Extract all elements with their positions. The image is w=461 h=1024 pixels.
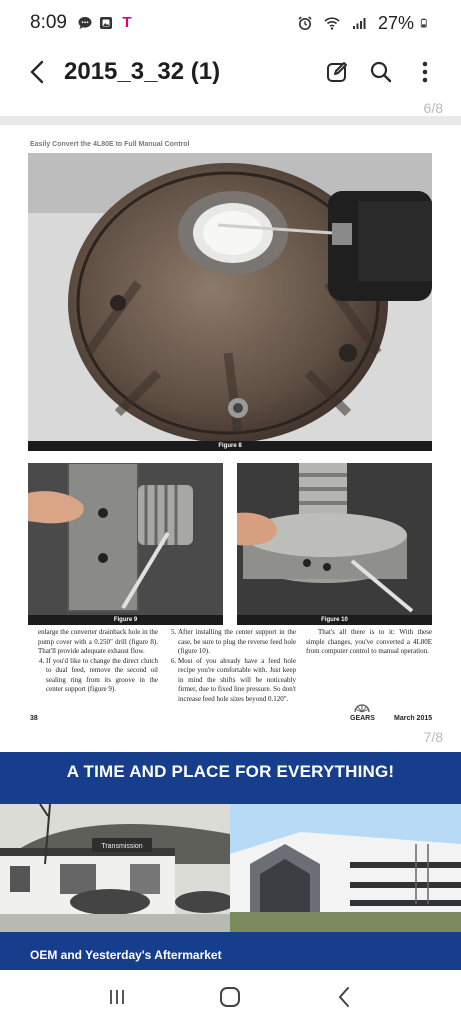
battery-icon [420, 15, 430, 31]
toolbar-actions [323, 58, 439, 86]
gears-logo-icon [354, 703, 370, 713]
back-arrow-icon [28, 60, 46, 84]
list-item-5: 5. After installing the center support in the case, be sure to plug the reverse feed hole (figure 10). [178, 628, 296, 657]
message-bubble-icon [77, 15, 93, 31]
col1-list [34, 657, 158, 695]
alarm-icon [297, 15, 313, 31]
edit-icon [325, 60, 349, 84]
magazine-issue: March 2015 [394, 715, 433, 722]
text-column-2 [168, 628, 296, 704]
back-button[interactable] [22, 52, 52, 92]
page-gap [0, 729, 461, 752]
ad-tagline: OEM and Yesterday's Aftermarket [30, 948, 222, 962]
ad-headline: A TIME AND PLACE FOR EVERYTHING! [66, 762, 395, 781]
navigation-bar [0, 970, 461, 1024]
figure-8-caption: Figure 8 [28, 441, 432, 451]
article-header: Easily Convert the 4L80E to Full Manual Control [30, 141, 190, 148]
gallery-icon [98, 15, 114, 31]
figure-9-photo [28, 463, 223, 625]
wifi-icon [324, 15, 340, 31]
modern-warehouse-photo [230, 804, 461, 932]
magazine-name: GEARS [350, 715, 375, 722]
vintage-storefront-photo [0, 804, 230, 932]
vintage-storefront-image [0, 804, 230, 932]
figure-10-photo [237, 463, 432, 625]
page-indicator-bottom: 7/8 [423, 729, 443, 745]
more-vert-icon [421, 60, 429, 84]
center-support-image [28, 463, 223, 615]
ad-page [0, 752, 461, 970]
pdf-page-38 [0, 125, 461, 735]
pdf-viewer[interactable] [0, 98, 461, 970]
status-bar [0, 0, 461, 46]
battery-percent: 27% [377, 12, 414, 33]
app-bar [0, 46, 461, 98]
edit-button[interactable] [323, 58, 351, 86]
nav-back-button[interactable] [329, 982, 359, 1012]
signal-icon [351, 15, 367, 31]
figure-8-photo [28, 153, 432, 451]
col3-text: That's all there is to it: With these simple changes, you've converted a 4L80E from computer control to manual operation. [306, 628, 432, 655]
status-time: 8:09 [30, 12, 67, 33]
search-button[interactable] [367, 58, 395, 86]
text-column-3 [306, 628, 432, 657]
page-indicator-top: 6/8 [423, 100, 443, 116]
list-item-4: 4. If you'd like to change the direct clutch to dual feed, remove the second oil sealing ring from its groove in the center support (figure 9). [46, 657, 158, 695]
storefront-sign: Transmission [101, 843, 143, 850]
figure-9-caption: Figure 9 [28, 615, 223, 625]
list-item-6: 6. Most of you already have a feed hole recipe you're comfortable with. Just keep in mind the shifts will be noticeably firmer, due to fixed line pressure. So don't increase feed hole sizes beyond 0.120". [178, 657, 296, 705]
col2-list [168, 628, 296, 704]
text-column-1 [34, 628, 158, 695]
more-options-button[interactable] [411, 58, 439, 86]
document-title: 2015_3_32 (1) [64, 58, 221, 85]
modern-warehouse-image [230, 804, 461, 932]
back-icon [337, 986, 351, 1008]
figure-10-caption: Figure 10 [237, 615, 432, 625]
recent-apps-icon [107, 987, 127, 1007]
pump-cover-image [28, 153, 432, 441]
recent-apps-button[interactable] [102, 982, 132, 1012]
case-feed-hole-image [237, 463, 432, 615]
col1-intro: enlarge the converter drainback hole in the pump cover with a 0.250" drill (figure 8). That'll provide adequate exhaust flow. [38, 628, 158, 655]
home-icon [219, 986, 241, 1008]
previous-page-bottom [0, 98, 461, 116]
home-button[interactable] [215, 982, 245, 1012]
status-right [297, 13, 435, 34]
search-icon [369, 60, 393, 84]
t-mobile-icon: T [122, 14, 132, 31]
page-number: 38 [30, 715, 38, 722]
